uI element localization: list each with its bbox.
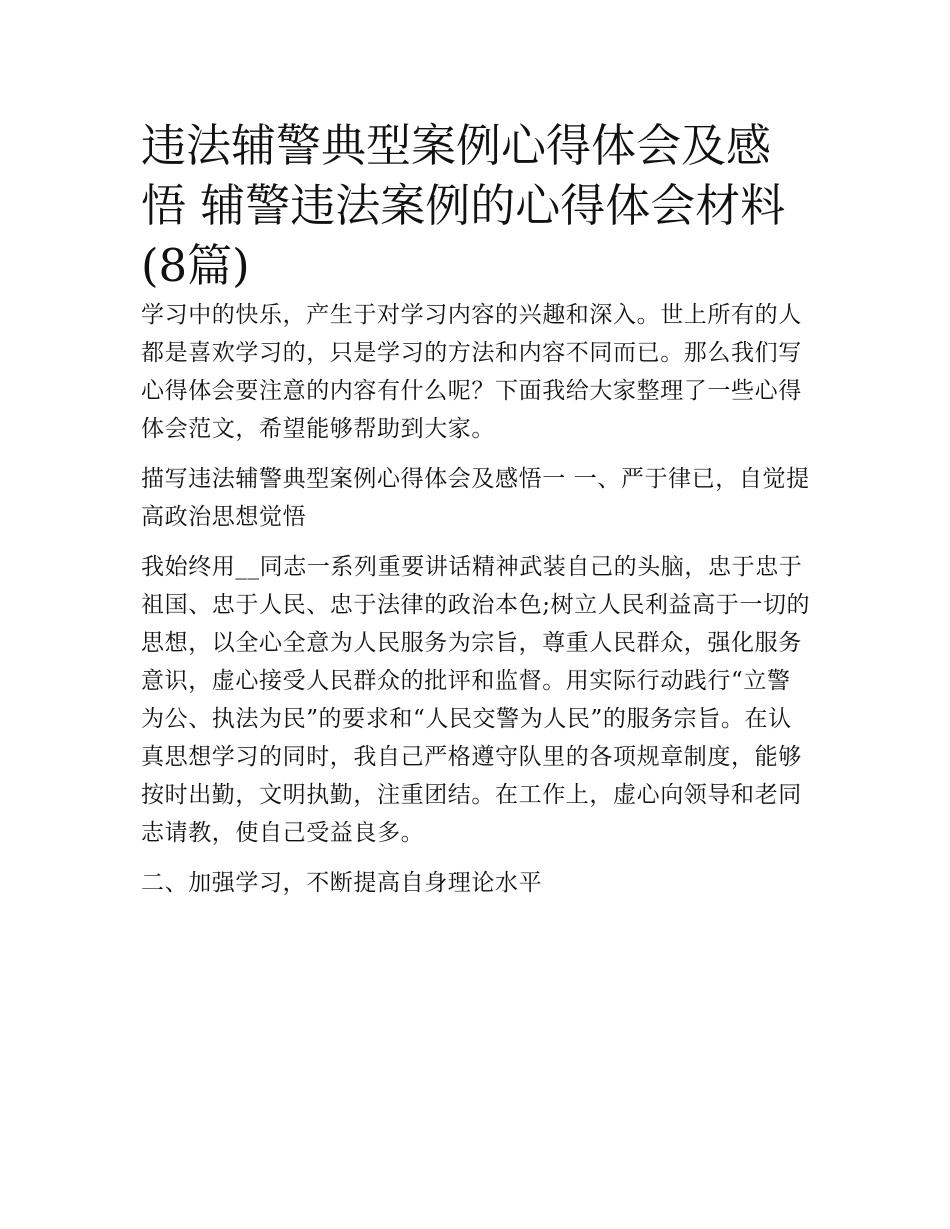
- section-heading-2: 二、加强学习，不断提高自身理论水平: [141, 870, 543, 896]
- document-content: [141, 116, 813, 902]
- section-body-1: 我始终用__同志一系列重要讲话精神武装自己的头脑，忠于忠于祖国、忠于人民、忠于法律的政治本色;树立人民利益高于一切的思想，以全心全意为人民服务为宗旨，尊重人民群众，强化服务意识，虚心接受人民群众的批评和监督。用实际行动践行“立警为公、执法为民”的要求和“人民交警为人民”的服务宗旨。在认真思想学习的同时，我自己严格遵守队里的各项规章制度，能够按时出勤，文明执勤，注重团结。在工作上，虚心向领导和老同志请教，使自己受益良多。: [141, 554, 811, 846]
- document-title: 违法辅警典型案例心得体会及感悟 辅警违法案例的心得体会材料(8篇): [141, 119, 786, 292]
- section-heading-1: 描写违法辅警典型案例心得体会及感悟一 一、严于律已，自觉提高政治思想觉悟: [141, 466, 810, 530]
- intro-paragraph: 学习中的快乐，产生于对学习内容的兴趣和深入。世上所有的人都是喜欢学习的，只是学习的方法和内容不同而已。那么我们写心得体会要注意的内容有什么呢？下面我给大家整理了一些心得体会范文，希望能够帮助到大家。: [141, 302, 802, 442]
